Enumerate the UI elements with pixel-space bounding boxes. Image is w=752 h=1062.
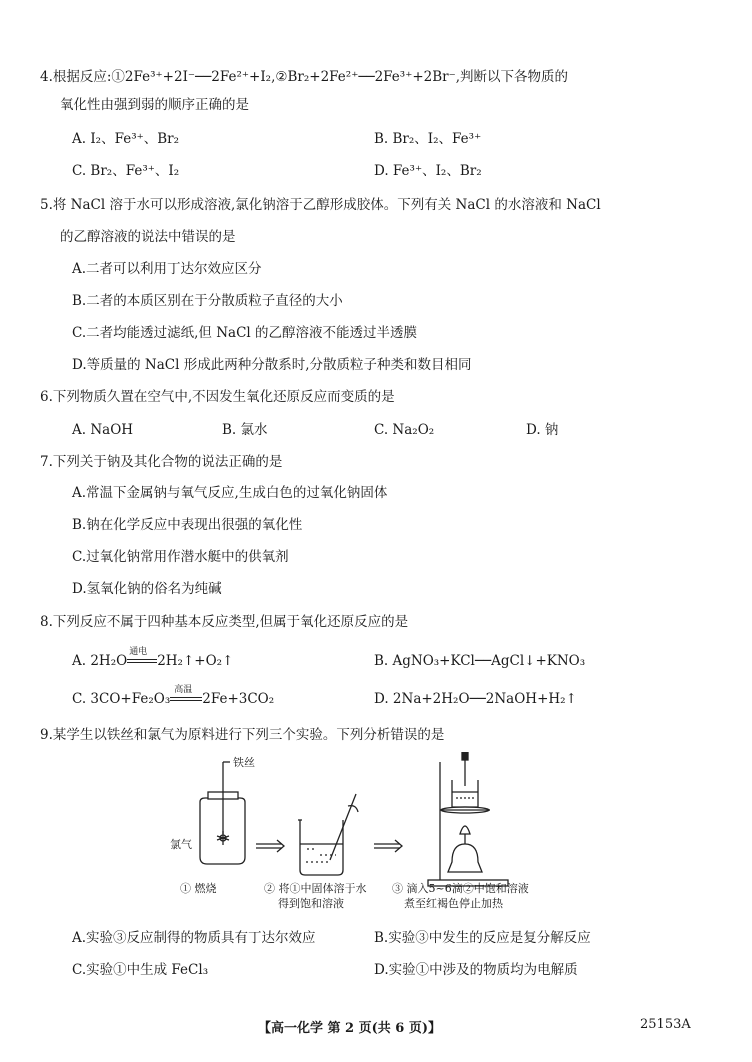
q8-a-reactant: A. 2H₂O [72,653,128,669]
arrow-right-icon [256,840,284,852]
q7-option-d: D.氢氧化钠的俗名为纯碱 [72,581,222,597]
q8-option-c [72,685,275,708]
q7-option-b: B.钠在化学反应中表现出很强的氧化性 [72,517,303,533]
q8-c-condition: 高温 [174,685,193,695]
q8-a-arrow [127,647,157,670]
experiment-diagram [160,752,620,912]
q6-option-d: D. 钠 [526,422,559,438]
q9-option-b: B.实验③中发生的反应是复分解反应 [374,930,591,946]
q5-option-d: D.等质量的 NaCl 形成此两种分散系时,分散质粒子种类和数目相同 [72,357,472,373]
caption-experiment-3-line1: ③ 滴入5~6滴②中饱和溶液 [392,882,529,895]
gas-bottle-icon [200,762,245,864]
q6-option-a: A. NaOH [72,422,134,438]
caption-experiment-1: ① 燃烧 [180,882,217,895]
q7-stem: 7.下列关于钠及其化合物的说法正确的是 [40,454,283,470]
q4-option-a: A. I₂、Fe³⁺、Br₂ [72,131,180,147]
q5-option-c: C.二者均能透过滤纸,但 NaCl 的乙醇溶液不能透过半透膜 [72,325,418,341]
q9-option-c: C.实验①中生成 FeCl₃ [72,962,209,978]
q5-stem-line2: 的乙醇溶液的说法中错误的是 [60,229,236,245]
beaker-icon [298,794,358,875]
q8-option-b: B. AgNO₃+KCl──AgCl↓+KNO₃ [374,653,586,669]
heating-apparatus-icon [428,752,508,886]
q4-option-d: D. Fe³⁺、I₂、Br₂ [374,163,482,179]
q4-stem-line2: 氧化性由强到弱的顺序正确的是 [60,97,249,113]
q9-experiment-figure [160,752,620,912]
q8-c-reactant: C. 3CO+Fe₂O₃ [72,691,171,707]
gas-label: 氯气 [170,838,192,851]
arrow-right-icon [374,840,402,852]
q8-stem: 8.下列反应不属于四种基本反应类型,但属于氧化还原反应的是 [40,614,409,630]
q9-option-a: A.实验③反应制得的物质具有丁达尔效应 [72,930,316,946]
caption-experiment-3-line2: 煮至红褐色停止加热 [404,897,503,910]
wire-label: 铁丝 [233,756,255,769]
q5-stem-line1: 5.将 NaCl 溶于水可以形成溶液,氯化钠溶于乙醇形成胶体。下列有关 NaCl 的水溶液和 NaCl [40,197,601,213]
paper-code: 25153A [640,1017,691,1032]
q4-option-b: B. Br₂、I₂、Fe³⁺ [374,131,482,147]
q8-a-product: 2H₂↑+O₂↑ [157,653,234,669]
q8-option-d: D. 2Na+2H₂O──2NaOH+H₂↑ [374,691,577,707]
q5-option-b: B.二者的本质区别在于分散质粒子直径的大小 [72,293,343,309]
q6-stem: 6.下列物质久置在空气中,不因发生氧化还原反应而变质的是 [40,389,395,405]
q6-option-b: B. 氯水 [222,422,268,438]
page-footer-title: 【高一化学 第 2 页(共 6 页)】 [258,1021,442,1036]
q7-option-c: C.过氧化钠常用作潜水艇中的供氧剂 [72,549,289,565]
q8-option-a [72,647,234,670]
caption-experiment-2-line2: 得到饱和溶液 [278,897,344,910]
q7-option-a: A.常温下金属钠与氧气反应,生成白色的过氧化钠固体 [72,485,388,501]
q6-option-c: C. Na₂O₂ [374,422,435,438]
q8-a-condition: 通电 [129,647,148,657]
caption-experiment-2-line1: ② 将①中固体溶于水 [264,882,367,895]
q4-option-c: C. Br₂、Fe³⁺、I₂ [72,163,180,179]
q4-stem-line1: 4.根据反应:①2Fe³⁺+2I⁻──2Fe²⁺+I₂,②Br₂+2Fe²⁺──2Fe³⁺+2Br⁻,判断以下各物质的 [40,69,569,85]
q5-option-a: A.二者可以利用丁达尔效应区分 [72,261,262,277]
q9-stem: 9.某学生以铁丝和氯气为原料进行下列三个实验。下列分析错误的是 [40,727,445,743]
q9-option-d: D.实验①中涉及的物质均为电解质 [374,962,578,978]
q8-c-product: 2Fe+3CO₂ [202,691,275,707]
q8-c-arrow [170,685,202,708]
